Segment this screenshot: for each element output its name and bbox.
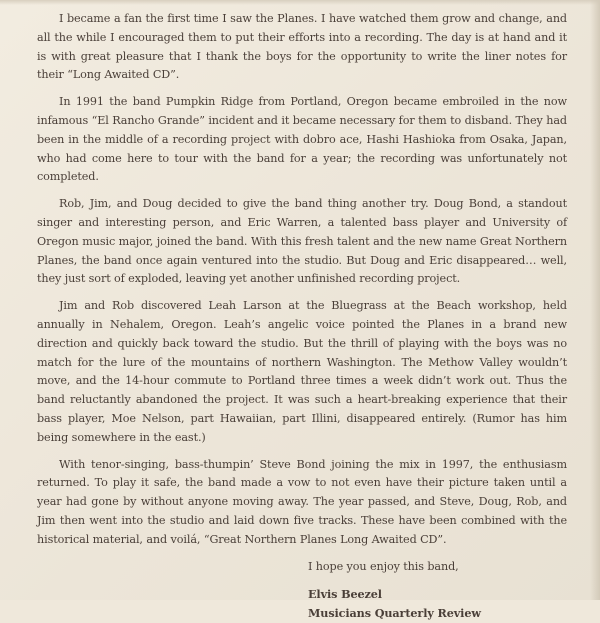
closing-line: I hope you enjoy this band, — [308, 559, 459, 573]
liner-notes-text — [37, 10, 567, 623]
paragraph-new-lineup: Rob, Jim, and Doug decided to give the band thing another try. Doug Bond, a standout singer and interesting person, and Eric Warren, a talented bass player and University of Oregon music major, joined the band. With this fresh talent and the new name Great Northern Planes, the band once again ventured into the studio. But Doug and Eric disappeared… well, they just sort of exploded, leaving yet another unfinished recording project. — [37, 197, 567, 286]
page-edge-shadow-right — [590, 0, 600, 600]
page-edge-shadow-top — [0, 0, 600, 5]
closing-remark — [37, 558, 567, 577]
signature-block — [37, 585, 567, 623]
signature-name: Elvis Beezel — [308, 587, 382, 602]
paragraph-intro: I became a fan the first time I saw the Planes. I have watched them grow and change, and all the while I encouraged them to put their efforts into a recording. The day is at hand and it is with great pleasure that I thank the boys for the opportunity to write the liner notes for their “Long Awaited CD”. — [37, 12, 567, 82]
signature-title: Musicians Quarterly Review — [308, 606, 481, 621]
paragraph-leah-larson: Jim and Rob discovered Leah Larson at the Bluegrass at the Beach workshop, held annually in Nehalem, Oregon. Leah’s angelic voice pointed the Planes in a brand new direction and quickly back toward the studio. But the thrill of playing with the boys was no match for the lure of the mountains of northern Washington. The Methow Valley wouldn’t move, and the 14-hour commute to Portland three times a week didn’t work out. Thus the band reluctantly abandoned the project. It was such a heart-breaking experience that their bass player, Moe Nelson, part Hawaiian, part Illini, disappeared entirely. (Rumor has him being somewhere in the east.) — [37, 299, 567, 444]
paragraph-steve-bond: With tenor-singing, bass-thumpin’ Steve Bond joining the mix in 1997, the enthusiasm returned. To play it safe, the band made a vow to not even have their picture taken until a year had gone by without anyone moving away. The year passed, and Steve, Doug, Rob, and Jim then went into the studio and laid down five tracks. These have been combined with the historical material, and voilá, “Great Northern Planes Long Awaited CD”. — [37, 457, 567, 546]
paragraph-pumpkin-ridge: In 1991 the band Pumpkin Ridge from Portland, Oregon became embroiled in the now infamous “El Rancho Grande” incident and it became necessary for them to disband. They had been in the middle of a recording project with dobro ace, Hashi Hashioka from Osaka, Japan, who had come here to tour with the band for a year; the recording was unfortunately not completed. — [37, 95, 567, 184]
